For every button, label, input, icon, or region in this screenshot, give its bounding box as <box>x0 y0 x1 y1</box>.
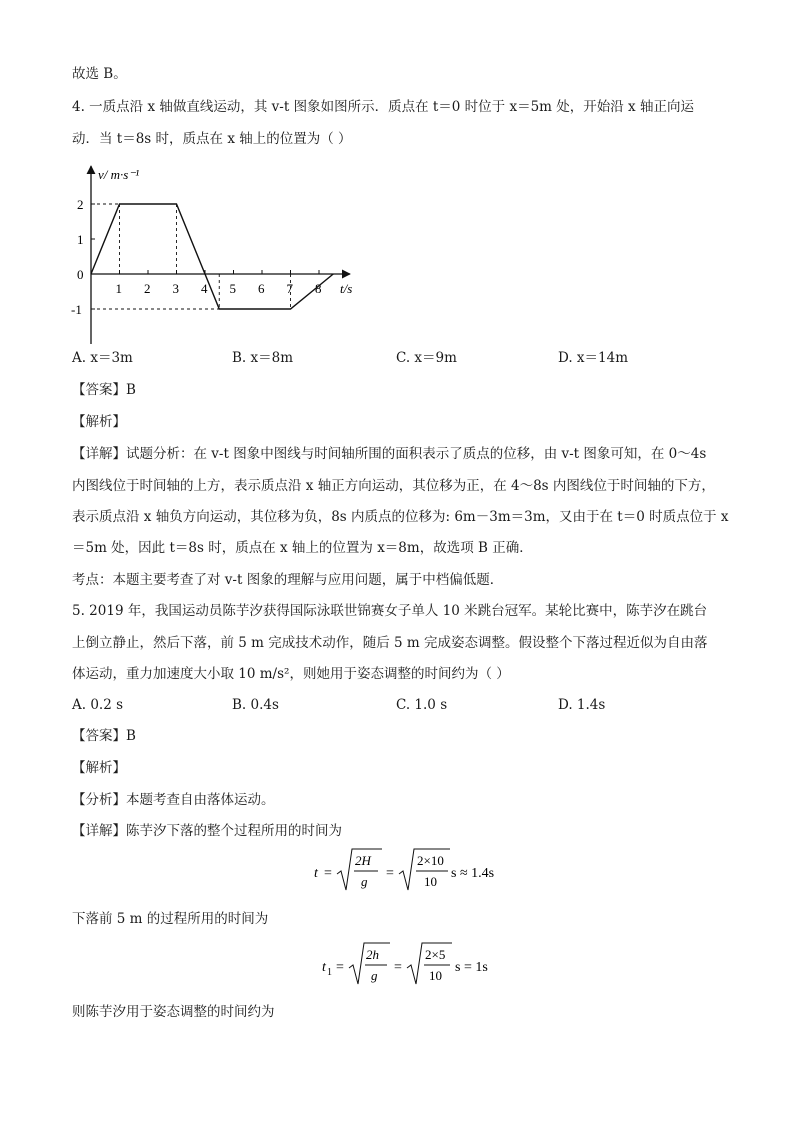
q4-detail-line-3: 表示质点沿 x 轴负方向运动，其位移为负，8s 内质点的位移为: 6m－3m＝3m，又由于在 t＝0 时质点位于 x <box>72 509 729 525</box>
q4-analysis-title: 【解析】 <box>72 414 126 430</box>
svg-text:=: = <box>386 866 394 881</box>
svg-text:=: = <box>324 866 332 881</box>
x-tick-label: 8 <box>315 281 322 296</box>
vt-series-line <box>91 204 333 309</box>
formula-2 <box>318 940 518 988</box>
x-axis-label: t/s <box>340 281 353 296</box>
q5-stem-line-1: 5. 2019 年，我国运动员陈芋汐获得国际泳联世锦赛女子单人 10 米跳台冠军。某轮比赛中，陈芋汐在跳台 <box>72 603 708 619</box>
svg-text:2H: 2H <box>355 853 371 868</box>
q4-option-b: B. x＝8m <box>232 350 294 366</box>
svg-text:=: = <box>394 960 402 975</box>
q4-kaodian: 考点：本题主要考查了对 v-t 图象的理解与应用问题，属于中档偏低题． <box>72 572 504 588</box>
svg-text:t: t <box>314 866 318 881</box>
svg-text:10: 10 <box>429 968 442 983</box>
x-tick-label: 4 <box>201 281 208 296</box>
q4-detail-line-4: ＝5m 处，因此 t＝8s 时，质点在 x 轴上的位置为 x＝8m，故选项 B 正确． <box>72 540 533 556</box>
svg-text:10: 10 <box>424 874 437 889</box>
q4-stem-line-2: 动．当 t＝8s 时，质点在 x 轴上的位置为（ ） <box>72 131 352 147</box>
svg-text:2h: 2h <box>366 947 379 962</box>
svg-text:s = 1s: s = 1s <box>455 960 488 975</box>
q4-answer: 【答案】B <box>72 382 136 398</box>
q5-option-b: B. 0.4s <box>232 697 279 713</box>
svg-text:g: g <box>371 968 378 983</box>
x-tick-label: 2 <box>144 281 151 296</box>
q5-stem-line-2: 上倒立静止，然后下落，前 5 m 完成技术动作，随后 5 m 完成姿态调整。假设整个下落过程近似为自由落 <box>72 635 708 651</box>
q4-option-a: A. x＝3m <box>72 350 133 366</box>
q5-answer: 【答案】B <box>72 728 136 744</box>
q4-stem-line-1: 4. 一质点沿 x 轴做直线运动，其 v-t 图象如图所示．质点在 t＝0 时位于 x＝5m 处，开始沿 x 轴正向运 <box>72 99 694 115</box>
intro-line: 故选 B。 <box>72 66 127 82</box>
x-tick-label: 1 <box>115 281 122 296</box>
y-tick-label: -1 <box>71 302 82 317</box>
q5-option-d: D. 1.4s <box>558 697 606 713</box>
x-tick-label: 3 <box>172 281 179 296</box>
svg-text:2×5: 2×5 <box>425 947 446 962</box>
svg-text:2×10: 2×10 <box>417 853 444 868</box>
svg-text:1: 1 <box>327 967 332 978</box>
q5-option-c: C. 1.0 s <box>396 697 448 713</box>
q5-text-2: 下落前 5 m 的过程所用的时间为 <box>72 911 269 927</box>
q5-option-a: A. 0.2 s <box>72 697 124 713</box>
svg-text:s ≈ 1.4s: s ≈ 1.4s <box>451 866 495 881</box>
svg-text:t: t <box>322 960 326 975</box>
q5-stem-line-3: 体运动，重力加速度大小取 10 m/s²，则她用于姿态调整的时间约为（ ） <box>72 666 510 682</box>
x-tick-label: 6 <box>258 281 265 296</box>
q5-analysis: 【分析】本题考查自由落体运动。 <box>72 792 275 808</box>
svg-text:=: = <box>336 960 344 975</box>
q5-text-3: 则陈芋汐用于姿态调整的时间约为 <box>72 1004 275 1020</box>
q4-option-c: C. x＝9m <box>396 350 457 366</box>
y-tick-label: 1 <box>77 232 84 247</box>
y-axis-label: v/ m·s⁻¹ <box>98 167 140 182</box>
q5-analysis-title: 【解析】 <box>72 760 126 776</box>
q4-option-d: D. x＝14m <box>558 350 629 366</box>
y-tick-label: 0 <box>77 267 84 282</box>
x-tick-label: 5 <box>229 281 236 296</box>
vt-graph <box>68 158 368 348</box>
formula-1 <box>310 846 510 894</box>
y-tick-label: 2 <box>77 197 84 212</box>
q5-detail: 【详解】陈芋汐下落的整个过程所用的时间为 <box>72 823 342 839</box>
q4-detail-line-1: 【详解】试题分析：在 v-t 图象中图线与时间轴所围的面积表示了质点的位移，由 v-t 图象可知，在 0～4s <box>72 446 707 462</box>
svg-text:g: g <box>361 874 368 889</box>
q4-detail-line-2: 内图线位于时间轴的上方，表示质点沿 x 轴正方向运动，其位移为正，在 4～8s 内图线位于时间轴的下方， <box>72 478 715 494</box>
x-tick-label: 7 <box>286 281 293 296</box>
